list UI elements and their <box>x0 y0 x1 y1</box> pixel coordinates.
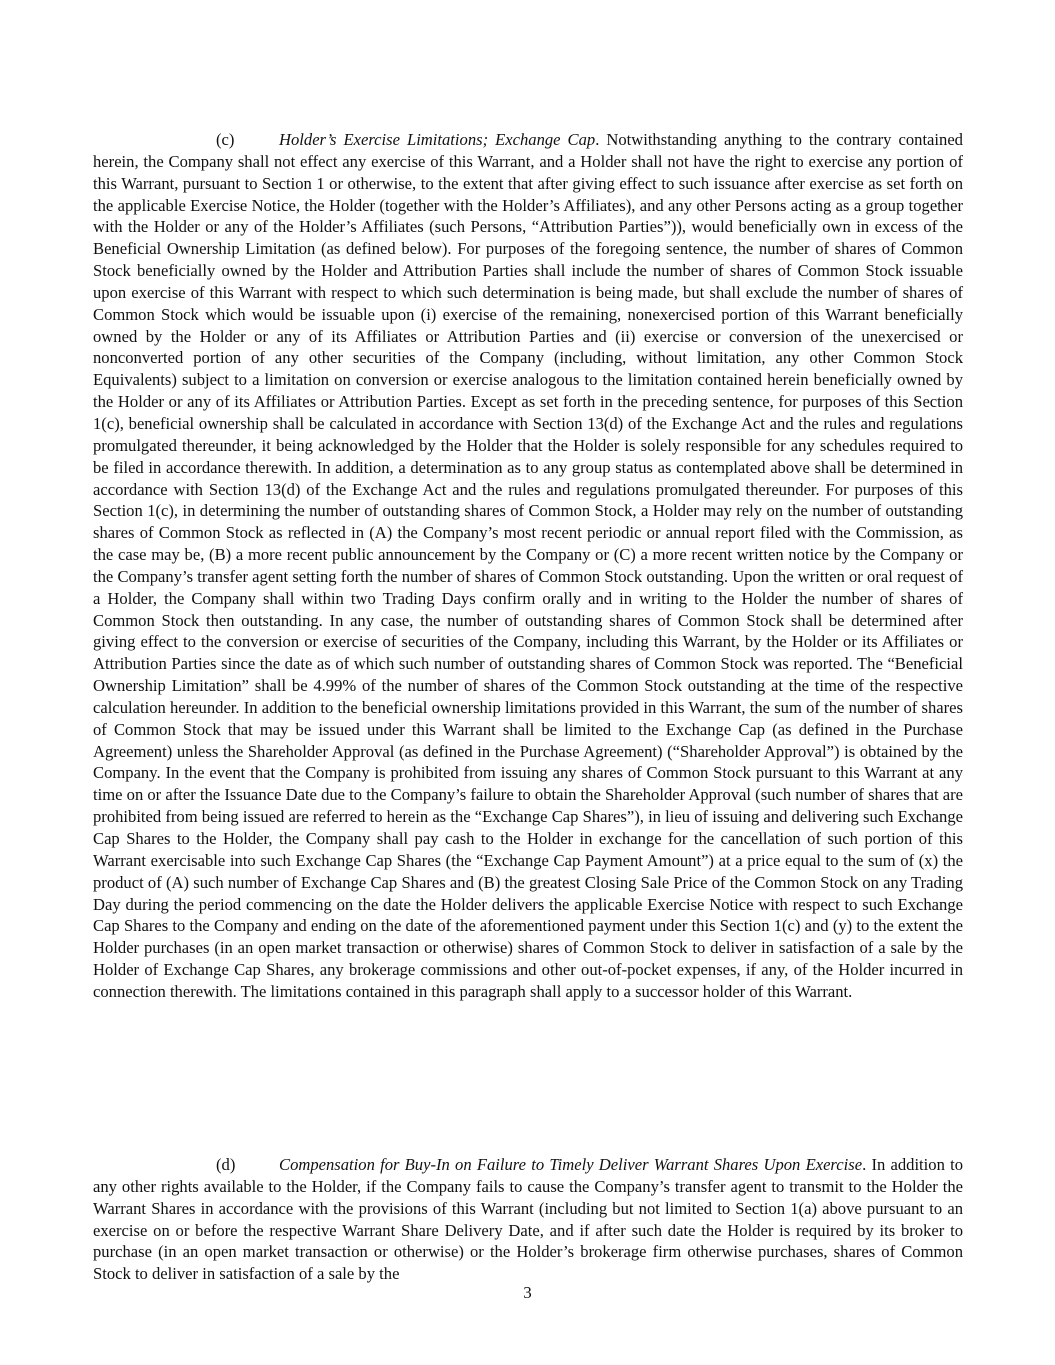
section-marker: (d) <box>216 1155 236 1174</box>
paragraph <box>93 129 963 1003</box>
section-body: In addition to any other rights available to the Holder, if the Company fails to cause the Company’s transfer agent to transmit to the Holder the Warrant Shares in accordance with the provisions of this Warrant (including but not limited to Section 1(a) above pursuant to an exercise on or before the respective Warrant Share Delivery Date, and if after such date the Holder is required by its broker to purchase (in an open market transaction or otherwise) or the Holder’s brokerage firm otherwise purchases, shares of Common Stock to deliver in satisfaction of a sale by the <box>93 1155 963 1284</box>
page-number: 3 <box>523 1283 532 1302</box>
section-body: Notwithstanding anything to the contrary contained herein, the Company shall not effect any exercise of this Warrant, and a Holder shall not have the right to exercise any portion of this Warrant, pursuant to Section 1 or otherwise, to the extent that after giving effect to such issuance after exercise as set forth on the applicable Exercise Notice, the Holder (together with the Holder’s Affiliates), and any other Persons acting as a group together with the Holder or any of the Holder’s Affiliates (such Persons, “Attribution Parties”)), would beneficially own in excess of the Beneficial Ownership Limitation (as defined below). For purposes of the foregoing sentence, the number of shares of Common Stock beneficially owned by the Holder and Attribution Parties shall include the number of shares of Common Stock issuable upon exercise of this Warrant with respect to which such determination is being made, but shall exclude the number of shares of Common Stock which would be issuable upon (i) exercise of the remaining, nonexercised portion of this Warrant beneficially owned by the Holder or any of its Affiliates or Attribution Parties and (ii) exercise or conversion of the unexercised or nonconverted portion of any other securities of the Company (including, without limitation, any other Common Stock Equivalents) subject to a limitation on conversion or exercise analogous to the limitation contained herein beneficially owned by the Holder or any of its Affiliates or Attribution Parties. Except as set forth in the preceding sentence, for purposes of this Section 1(c), beneficial ownership shall be calculated in accordance with Section 13(d) of the Exchange Act and the rules and regulations promulgated thereunder, it being acknowledged by the Holder that the Holder is solely responsible for any schedules required to be filed in accordance therewith. In addition, a determination as to any group status as contemplated above shall be determined in accordance with Section 13(d) of the Exchange Act and the rules and regulations promulgated thereunder. For purposes of this Section 1(c), in determining the number of outstanding shares of Common Stock, a Holder may rely on the number of outstanding shares of Common Stock as reflected in (A) the Company’s most recent periodic or annual report filed with the Commission, as the case may be, (B) a more recent public announcement by the Company or (C) a more recent written notice by the Company or the Company’s transfer agent setting forth the number of shares of Common Stock outstanding. Upon the written or oral request of a Holder, the Company shall within two Trading Days confirm orally and in writing to the Holder the number of shares of Common Stock then outstanding. In any case, the number of outstanding shares of Common Stock shall be determined after giving effect to the conversion or exercise of securities of the Company, including this Warrant, by the Holder or its Affiliates or Attribution Parties since the date as of which such number of outstanding shares of Common Stock was reported. The “Beneficial Ownership Limitation” shall be 4.99% of the number of shares of the Common Stock outstanding at the time of the respective calculation hereunder. In addition to the beneficial ownership limitations provided in this Warrant, the sum of the number of shares of Common Stock that may be issued under this Warrant shall be limited to the Exchange Cap (as defined in the Purchase Agreement) unless the Shareholder Approval (as defined in the Purchase Agreement) (“Shareholder Approval”) is obtained by the Company. In the event that the Company is prohibited from issuing any shares of Common Stock pursuant to this Warrant at any time on or after the Issuance Date due to the Company’s failure to obtain the Shareholder Approval (such number of shares that are prohibited from being issued are referred to herein as the “Exchange Cap Shares”), in lieu of issuing and delivering such Exchange Cap Shares to the Holder, the Company shall pay cash to the Holder in exchange for the cancellation of such portion of this Warrant exercisable into such Exchange Cap Shares (the “Exchange Cap Payment Amount”) at a price equal to the sum of (x) the product of (A) such number of Exchange Cap Shares and (B) the greatest Closing Sale Price of the Common Stock on any Trading Day during the period commencing on the date the Holder delivers the applicable Exercise Notice with respect to such Exchange Cap Shares to the Company and ending on the date of the aforementioned payment under this Section 1(c) and (y) to the extent the Holder purchases (in an open market transaction or otherwise) shares of Common Stock to deliver in satisfaction of a sale by the Holder of Exchange Cap Shares, any brokerage commissions and other out-of-pocket expenses, if any, of the Holder incurred in connection therewith. The limitations contained in this paragraph shall apply to a successor holder of this Warrant. <box>93 130 963 1001</box>
section-1c <box>93 129 963 1003</box>
section-heading: Compensation for Buy-In on Failure to Timely Deliver Warrant Shares Upon Exercise <box>279 1155 863 1174</box>
section-heading: Holder’s Exercise Limitations; Exchange Cap <box>279 130 596 149</box>
heading-punctuation: . <box>862 1155 867 1174</box>
paragraph <box>93 1154 963 1285</box>
heading-punctuation: . <box>595 130 600 149</box>
section-marker: (c) <box>216 130 235 149</box>
section-1d <box>93 1154 963 1285</box>
